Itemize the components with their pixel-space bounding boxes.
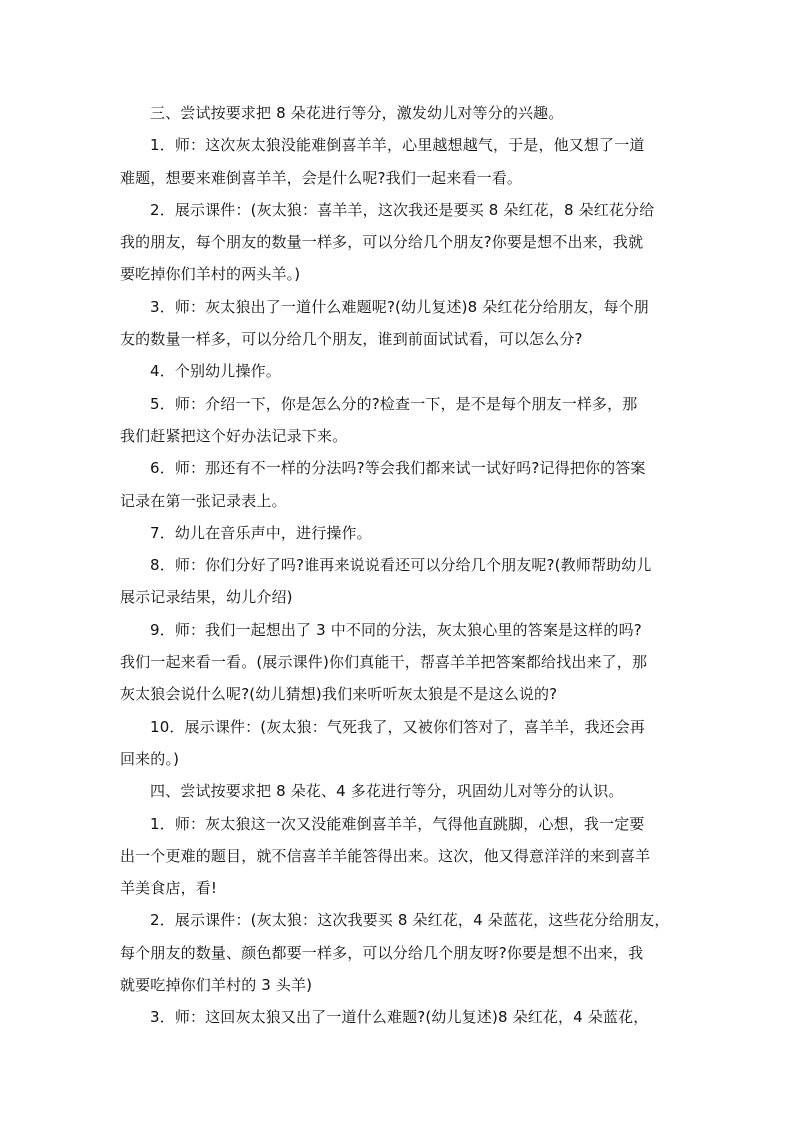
paragraph-first-line: 三、尝试按要求把 8 朵花进行等分，激发幼儿对等分的兴趣。	[150, 104, 564, 122]
paragraph-continuation-line: 友的数量一样多，可以分给几个朋友，谁到前面试试看，可以怎么分?	[120, 330, 583, 349]
paragraph-continuation-line: 记录在第一张记录表上。	[120, 491, 287, 510]
paragraph-continuation-line: 羊美食店，看!	[120, 879, 218, 898]
paragraph-continuation-line: 我的朋友，每个朋友的数量一样多，可以分给几个朋友?你要是想不出来，我就	[120, 233, 644, 252]
paragraph-first-line: 8．师：你们分好了吗?谁再来说说看还可以分给几个朋友呢?(教师帮助幼儿	[150, 556, 652, 575]
paragraph-continuation-line: 我们赶紧把这个好办法记录下来。	[120, 426, 348, 445]
paragraph-first-line: 6．师：那还有不一样的分法吗?等会我们都来试一试好吗?记得把你的答案	[150, 459, 646, 478]
paragraph-first-line: 四、尝试按要求把 8 朵花、4 多花进行等分，巩固幼儿对等分的认识。	[150, 782, 624, 801]
paragraph-continuation-line: 回来的。)	[120, 749, 180, 768]
paragraph-first-line: 7．幼儿在音乐声中，进行操作。	[150, 523, 372, 542]
paragraph-first-line: 3．师：灰太狼出了一道什么难题呢?(幼儿复述)8 朵红花分给朋友，每个朋	[150, 297, 649, 316]
document-body	[120, 97, 680, 1034]
paragraph-first-line: 2．展示课件：(灰太狼：喜羊羊，这次我还是要买 8 朵红花，8 朵红花分给	[150, 200, 655, 219]
paragraph-first-line: 3．师：这回灰太狼又出了一道什么难题?(幼儿复述)8 朵红花，4 朵蓝花，	[150, 1008, 649, 1027]
paragraph-first-line: 1．师：灰太狼这一次又没能难倒喜羊羊，气得他直跳脚，心想，我一定要	[150, 814, 645, 833]
paragraph-continuation-line: 展示记录结果，幼儿介绍)	[120, 588, 293, 607]
paragraph-continuation-line: 就要吃掉你们羊村的 3 头羊)	[120, 976, 313, 995]
paragraph-first-line: 2．展示课件：(灰太狼：这次我要买 8 朵红花，4 朵蓝花，这些花分给朋友，	[150, 911, 670, 930]
paragraph-continuation-line: 难题，想要来难倒喜羊羊，会是什么呢?我们一起来看一看。	[120, 168, 523, 187]
paragraph-continuation-line: 灰太狼会说什么呢?(幼儿猜想)我们来听听灰太狼是不是这么说的?	[120, 685, 558, 704]
paragraph-first-line: 4．个别幼儿操作。	[150, 362, 281, 381]
paragraph-first-line: 10．展示课件：(灰太狼：气死我了，又被你们答对了，喜羊羊，我还会再	[150, 717, 646, 736]
paragraph-continuation-line: 每个朋友的数量、颜色都要一样多，可以分给几个朋友呀?你要是想不出来，我	[120, 943, 644, 962]
paragraph-first-line: 9．师：我们一起想出了 3 中不同的分法，灰太狼心里的答案是这样的吗?	[150, 620, 642, 639]
paragraph-continuation-line: 出一个更难的题目，就不信喜羊羊能答得出来。这次，他又得意洋洋的来到喜羊	[120, 846, 651, 865]
paragraph-continuation-line: 要吃掉你们羊村的两头羊。)	[120, 265, 301, 284]
paragraph-continuation-line: 我们一起来看一看。(展示课件)你们真能干，帮喜羊羊把答案都给找出来了，那	[120, 653, 648, 672]
paragraph-first-line: 1．师：这次灰太狼没能难倒喜羊羊，心里越想越气，于是，他又想了一道	[150, 136, 645, 155]
paragraph-first-line: 5．师：介绍一下，你是怎么分的?检查一下，是不是每个朋友一样多，那	[150, 394, 638, 413]
